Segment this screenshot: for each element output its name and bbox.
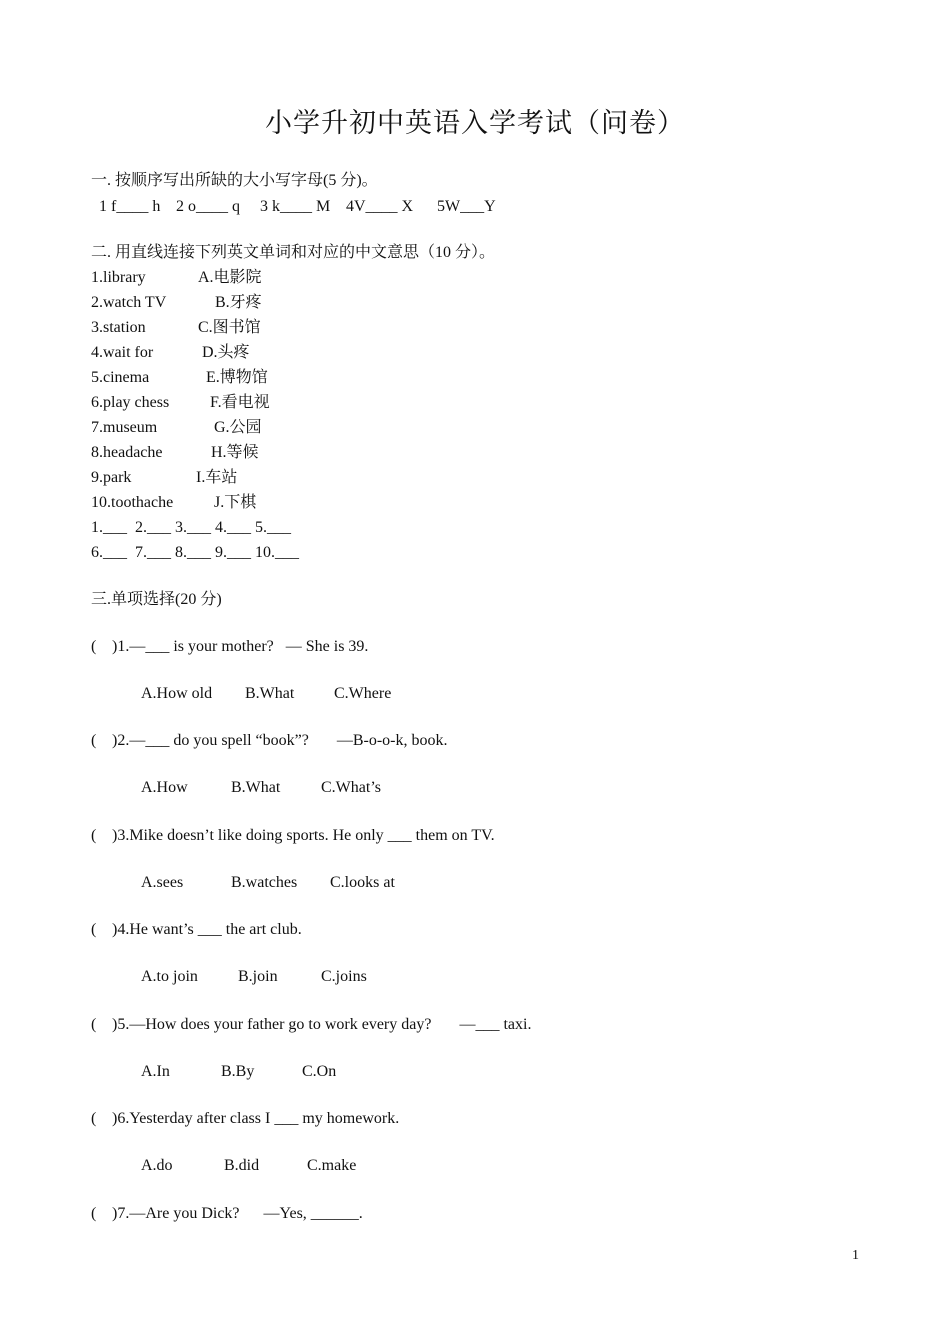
option-c: C.looks at (330, 874, 395, 891)
question-text: )6.Yesterday after class I ___ my homework. (112, 1110, 400, 1127)
match-english-word: 4.wait for (91, 344, 154, 361)
question-text: )3.Mike doesn’t like doing sports. He only ___ them on TV. (112, 827, 495, 844)
match-chinese-meaning: D.头疼 (202, 344, 250, 361)
page-number: 1 (852, 1248, 859, 1263)
option-b: B.join (238, 968, 278, 985)
option-c: C.Where (334, 685, 392, 702)
answer-paren: ( (91, 1016, 97, 1033)
answer-paren: ( (91, 921, 97, 938)
section1-item: 4V____ X (346, 198, 414, 215)
match-english-word: 9.park (91, 469, 132, 486)
option-a: A.How old (141, 685, 213, 702)
match-chinese-meaning: J.下棋 (214, 494, 257, 511)
option-a: A.How (141, 779, 188, 796)
match-chinese-meaning: A.电影院 (198, 269, 262, 286)
section2-heading: 二. 用直线连接下列英文单词和对应的中文意思（10 分）。 (91, 244, 496, 261)
option-c: C.On (302, 1063, 337, 1080)
option-a: A.In (141, 1063, 170, 1080)
answer-paren: ( (91, 638, 97, 655)
option-b: B.What (245, 685, 295, 702)
answer-paren: ( (91, 827, 97, 844)
match-english-word: 6.play chess (91, 394, 170, 411)
question-text: )5.—How does your father go to work every day? —___ taxi. (112, 1016, 532, 1033)
page-title: 小学升初中英语入学考试（问卷） (265, 108, 685, 138)
option-c: C.make (307, 1157, 357, 1174)
match-english-word: 1.library (91, 269, 146, 286)
section1-item: 1 f____ h (99, 198, 161, 215)
section1-item: 3 k____ M (260, 198, 331, 215)
question-text: )1.—___ is your mother? — She is 39. (112, 638, 369, 655)
match-english-word: 3.station (91, 319, 146, 336)
answer-paren: ( (91, 732, 97, 749)
match-chinese-meaning: C.图书馆 (198, 319, 261, 336)
match-english-word: 5.cinema (91, 369, 150, 386)
question-text: )4.He want’s ___ the art club. (112, 921, 302, 938)
option-b: B.What (231, 779, 281, 796)
section3-heading: 三.单项选择(20 分) (91, 591, 222, 608)
section1-heading: 一. 按顺序写出所缺的大小写字母(5 分)。 (91, 172, 378, 189)
option-b: B.By (221, 1063, 255, 1080)
match-chinese-meaning: I.车站 (196, 469, 238, 486)
section1-item: 2 o____ q (176, 198, 240, 215)
question-text: )2.—___ do you spell “book”? —B-o-o-k, book. (112, 732, 448, 749)
match-english-word: 7.museum (91, 419, 158, 436)
answer-paren: ( (91, 1110, 97, 1127)
option-a: A.do (141, 1157, 173, 1174)
option-c: C.What’s (321, 779, 381, 796)
section1-item: 5W___Y (437, 198, 496, 215)
answer-blanks-row: 6.___ 7.___ 8.___ 9.___ 10.___ (91, 544, 299, 561)
answer-blanks-row: 1.___ 2.___ 3.___ 4.___ 5.___ (91, 519, 291, 536)
match-chinese-meaning: H.等候 (211, 444, 259, 461)
option-a: A.sees (141, 874, 184, 891)
answer-paren: ( (91, 1205, 97, 1222)
option-b: B.watches (231, 874, 298, 891)
question-text: )7.—Are you Dick? —Yes, ______. (112, 1205, 363, 1222)
option-b: B.did (224, 1157, 260, 1174)
match-english-word: 2.watch TV (91, 294, 167, 311)
match-chinese-meaning: G.公园 (214, 419, 262, 436)
match-english-word: 10.toothache (91, 494, 174, 511)
match-chinese-meaning: F.看电视 (210, 394, 270, 411)
match-english-word: 8.headache (91, 444, 163, 461)
match-chinese-meaning: B.牙疼 (215, 294, 262, 311)
option-a: A.to join (141, 968, 198, 985)
match-chinese-meaning: E.博物馆 (206, 369, 268, 386)
option-c: C.joins (321, 968, 367, 985)
